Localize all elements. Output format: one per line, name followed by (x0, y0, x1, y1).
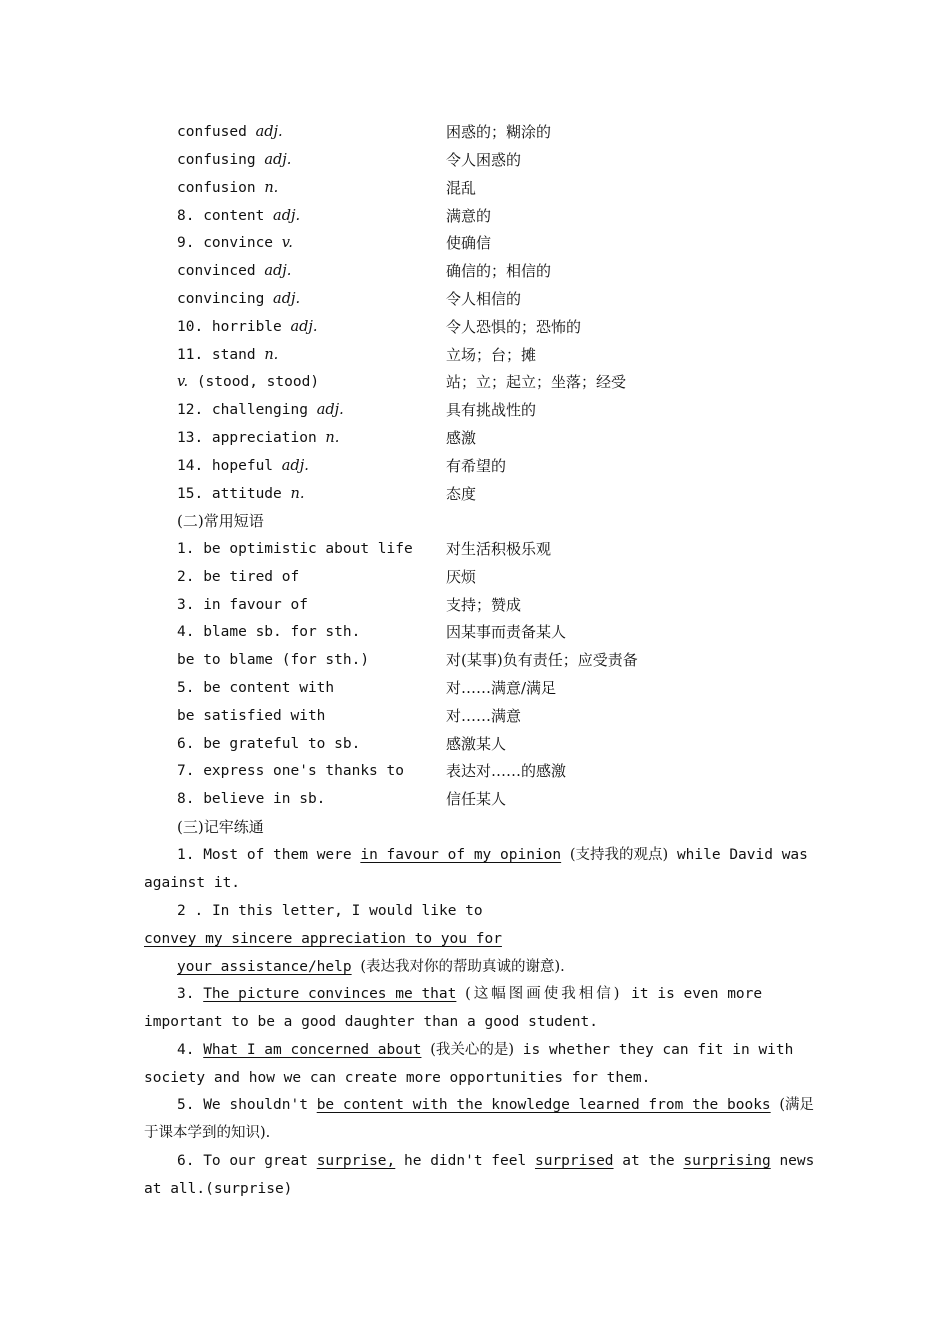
sentence-number: 3. (177, 986, 195, 1002)
answer-underline: surprising (683, 1153, 771, 1169)
vocab-meaning: 令人恐惧的；恐怖的 (446, 318, 582, 336)
sentence-text: against it. (144, 875, 241, 891)
sentence-number: 4. (177, 1042, 195, 1058)
sentence-hint: (我关心的是) (430, 1042, 515, 1058)
answer-underline: surprised (534, 1153, 614, 1169)
sentence-text: is whether they can fit in with (522, 1042, 794, 1058)
sentence-text: important to be a good daughter than a good student. (144, 1014, 598, 1030)
vocab-pos: adj. (273, 208, 301, 224)
phrase-zh: 感激某人 (446, 735, 507, 753)
vocab-word: confusing (177, 152, 256, 168)
sentence-hint: (满足 (779, 1097, 815, 1113)
word: like (421, 903, 457, 919)
vocab-meaning: 确信的；相信的 (446, 262, 552, 280)
phrase-zh: 表达对……的感激 (446, 762, 567, 780)
vocab-meaning: 感激 (446, 429, 477, 447)
vocab-pos: adj. (316, 402, 344, 418)
vocab-pos: n. (290, 486, 305, 502)
phrase-en: 1. be optimistic about life (177, 541, 413, 557)
vocab-word: 8. content (177, 208, 265, 224)
practice-sentence-1 (144, 841, 806, 897)
vocab-word: 13. appreciation (177, 430, 317, 446)
vocab-word: confused (177, 124, 247, 140)
practice-sentence-4 (144, 1036, 806, 1092)
phrase-en: 5. be content with (177, 680, 335, 696)
answer-underline: your assistance/help (177, 959, 352, 975)
sentence-text: news (779, 1153, 815, 1169)
word: would (369, 903, 413, 919)
vocab-word: 11. stand (177, 347, 256, 363)
phrases-heading: (二)常用短语 (177, 512, 264, 530)
vocab-meaning: 令人相信的 (446, 290, 522, 308)
sentence-number: 6. (177, 1153, 195, 1169)
phrase-zh: 对……满意/满足 (446, 679, 557, 697)
practice-heading: (三)记牢练通 (177, 818, 264, 836)
sentence-text: he didn't feel (395, 1153, 527, 1169)
phrase-en: be to blame (for sth.) (177, 652, 370, 668)
vocab-pos: adj. (290, 319, 318, 335)
vocab-word: 9. convince (177, 235, 274, 251)
sentence-text: We shouldn't (203, 1097, 308, 1113)
word: 2 (177, 903, 186, 919)
vocab-meaning: 令人困惑的 (446, 151, 522, 169)
vocab-pos: adj. (273, 291, 301, 307)
phrase-en: be satisfied with (177, 708, 326, 724)
sentence-spaced-line (144, 897, 806, 925)
practice-sentence-3 (144, 980, 806, 1036)
vocab-pos: n. (264, 347, 279, 363)
vocab-meaning: 站；立；起立；坐落；经受 (446, 373, 627, 391)
vocab-word: 12. challenging (177, 402, 308, 418)
vocab-meaning: 困惑的；糊涂的 (446, 123, 552, 141)
vocab-pos: n. (264, 180, 279, 196)
vocab-meaning: 有希望的 (446, 457, 507, 475)
vocab-meaning: 立场；台；摊 (446, 346, 537, 364)
word: I (351, 903, 361, 919)
vocab-word: 15. attitude (177, 486, 282, 502)
sentence-text: at the (622, 1153, 675, 1169)
sentence-hint: (表达我对你的帮助真诚的谢意). (360, 959, 565, 975)
answer-underline: surprise, (316, 1153, 396, 1169)
vocab-word: 10. horrible (177, 319, 282, 335)
vocab-word: confusion (177, 180, 256, 196)
sentence-hint: (支持我的观点) (569, 847, 669, 863)
answer-underline: be content with the knowledge learned from the books (316, 1097, 771, 1113)
word: letter, (281, 903, 343, 919)
vocab-pos: adj. (264, 263, 292, 279)
phrase-en: 6. be grateful to sb. (177, 736, 361, 752)
vocab-pos: adj. (255, 124, 283, 140)
word: to (465, 903, 483, 919)
sentence-hint: 于课本学到的知识). (144, 1125, 271, 1141)
vocab-word: convincing (177, 291, 265, 307)
sentence-number: 5. (177, 1097, 195, 1113)
vocab-word: convinced (177, 263, 256, 279)
practice-sentence-6 (144, 1147, 815, 1203)
sentence-text: Most of them were (203, 847, 352, 863)
vocab-pos: v. (281, 235, 293, 251)
phrase-en: 3. in favour of (177, 597, 308, 613)
sentence-text: while David was (676, 847, 808, 863)
vocab-pos: n. (325, 430, 340, 446)
word: . (194, 903, 204, 919)
sentence-text: it is even more (631, 986, 763, 1002)
sentence-text: at all.(surprise) (144, 1181, 293, 1197)
vocab-meaning: 混乱 (446, 179, 477, 197)
phrase-zh: 对(某事)负有责任；应受责备 (446, 651, 638, 669)
phrase-zh: 支持；赞成 (446, 596, 522, 614)
phrase-zh: 对……满意 (446, 707, 522, 725)
sentence-text: society and how we can create more opportunities for them. (144, 1070, 651, 1086)
phrase-en: 2. be tired of (177, 569, 300, 585)
phrase-zh: 厌烦 (446, 568, 477, 586)
phrase-zh: 对生活积极乐观 (446, 540, 552, 558)
sentence-text: To our great (203, 1153, 308, 1169)
phrase-en: 8. believe in sb. (177, 791, 326, 807)
word: In (211, 903, 230, 919)
practice-sentence-2 (144, 897, 806, 981)
answer-underline: in favour of my opinion (360, 847, 562, 863)
phrase-zh: 信任某人 (446, 790, 507, 808)
vocab-pos: v. (177, 374, 189, 390)
vocab-meaning: 态度 (446, 485, 477, 503)
vocab-word: 14. hopeful (177, 458, 274, 474)
word: this (238, 903, 274, 919)
phrase-en: 4. blame sb. for sth. (177, 624, 361, 640)
answer-underline: What I am concerned about (203, 1042, 422, 1058)
answer-underline: The picture convinces me that (203, 986, 457, 1002)
sentence-hint: (这幅图画使我相信) (465, 986, 623, 1002)
phrase-en: 7. express one's thanks to (177, 763, 404, 779)
sentence-number: 1. (177, 847, 195, 863)
phrase-zh: 因某事而责备某人 (446, 623, 567, 641)
vocab-meaning: 具有挑战性的 (446, 401, 537, 419)
vocab-meaning: 满意的 (446, 207, 492, 225)
vocab-pos: adj. (281, 458, 309, 474)
vocab-meaning: 使确信 (446, 234, 492, 252)
vocab-word: (stood, stood) (196, 374, 320, 390)
vocab-pos: adj. (264, 152, 292, 168)
answer-underline: convey my sincere appreciation to you for (144, 931, 502, 947)
practice-sentence-5 (144, 1091, 815, 1147)
